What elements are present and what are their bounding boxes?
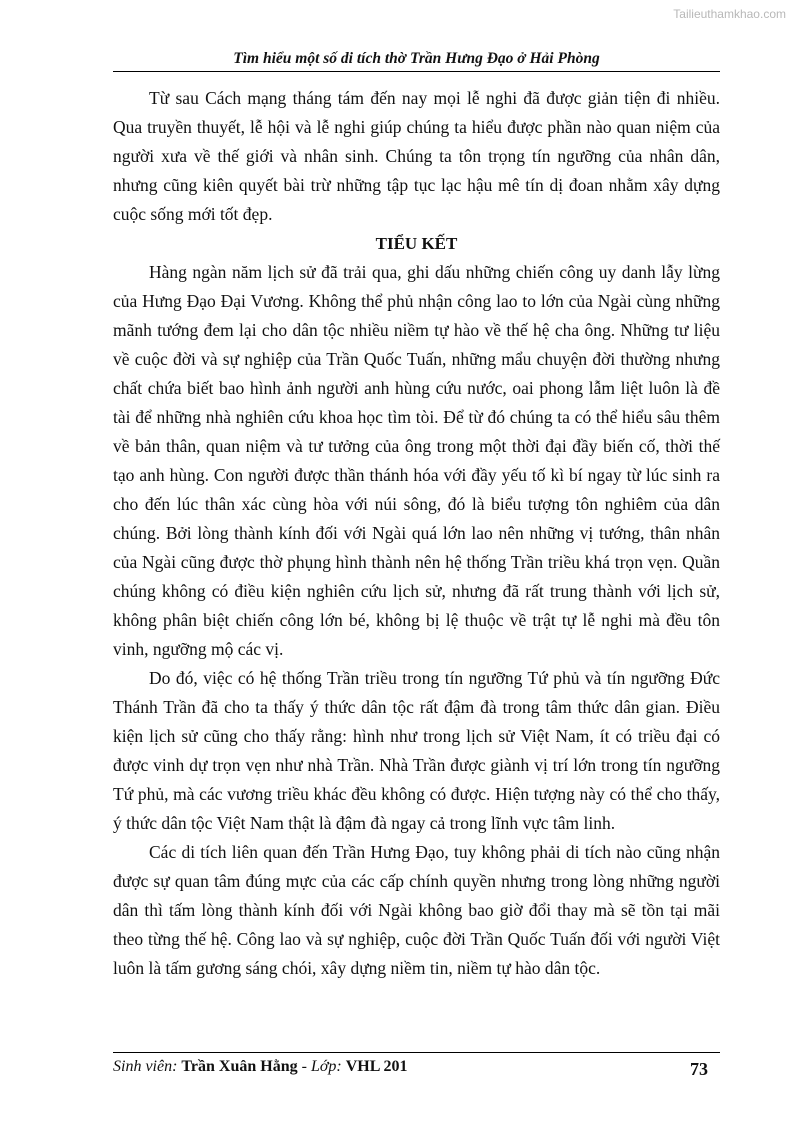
- page-number: 73: [690, 1059, 708, 1079]
- student-name: Trần Xuân Hằng: [181, 1058, 298, 1075]
- footer-credit: [113, 1058, 408, 1075]
- paragraph-4: Các di tích liên quan đến Trần Hưng Đạo, tuy không phải di tích nào cũng nhận được sự quan tâm đúng mực của các cấp chính quyền nhưng trong lòng những người dân thì tấm lòng thành kính đối với Ngài không bao giờ đổi thay mà sẽ tồn tại mãi theo từng thế hệ. Công lao và sự nghiệp, cuộc đời Trần Quốc Tuấn đối với người Việt luôn là tấm gương sáng chói, xây dựng niềm tin, niềm tự hào dân tộc.: [113, 842, 720, 978]
- footer-separator-2: :: [336, 1058, 346, 1075]
- footer-dash: -: [297, 1058, 311, 1075]
- watermark-text: Tailieuthamkhao.com: [673, 7, 786, 21]
- paragraph-2: Hàng ngàn năm lịch sử đã trải qua, ghi dấu những chiến công uy danh lẫy lừng của Hưng Đạo Đại Vương. Không thể phủ nhận công lao to lớn của Ngài cùng những mãnh tướng đem lại cho dân tộc nhiều niềm tự hào về thế hệ cha ông. Những tư liệu về cuộc đời và sự nghiệp của Trần Quốc Tuấn, những mẩu chuyện đời thường nhưng chất chứa biết bao hình ảnh người anh hùng cứu nước, oai phong lẫm liệt luôn là đề tài để những nhà nghiên cứu khoa học tìm tòi. Để từ đó chúng ta có thể hiểu sâu thêm về bản thân, quan niệm và tư tưởng của ông trong một thời đại đầy biến cố, thời thế tạo anh hùng. Con người được thần thánh hóa với đầy yếu tố kì bí ngay từ lúc sinh ra cho đến lúc thân xác cùng hòa với núi sông, đó là biểu tượng tôn nghiêm của dân chúng. Bởi lòng thành kính đối với Ngài quá lớn lao nên những vị tướng, thân nhân của Ngài cũng được thờ phụng hình thành nên hệ thống Trần triều khá trọn vẹn. Quần chúng không có điều kiện nghiên cứu lịch sử, nhưng đã rất trung thành với lịch sử, không phân biệt chiến công lớn bé, không bị lệ thuộc về trật tự lễ nghi mà đều tôn vinh, ngưỡng mộ các vị.: [113, 262, 720, 659]
- paragraph-1: Từ sau Cách mạng tháng tám đến nay mọi lễ nghi đã được giản tiện đi nhiều. Qua truyền thuyết, lễ hội và lễ nghi giúp chúng ta hiểu được phần nào quan niệm của người xưa về thế giới và nhân sinh. Chúng ta tôn trọng tín ngưỡng của nhân dân, nhưng cũng kiên quyết bài trừ những tập tục lạc hậu mê tín dị đoan nhằm xây dựng cuộc sống mới tốt đẹp.: [113, 88, 720, 224]
- class-label: Lớp: [310, 1058, 337, 1075]
- footer-separator-1: :: [172, 1058, 182, 1075]
- student-label: Sinh viên: [113, 1058, 173, 1075]
- page-footer: [113, 1052, 720, 1078]
- section-title: TIỂU KẾT: [375, 234, 458, 253]
- page-body: [113, 84, 720, 983]
- running-header: Tìm hiểu một số di tích thờ Trần Hưng Đạo ở Hải Phòng: [113, 48, 720, 72]
- paragraph-3: Do đó, việc có hệ thống Trần triều trong tín ngưỡng Tứ phủ và tín ngưỡng Đức Thánh Trần đã cho ta thấy ý thức dân tộc rất đậm đà trong tâm thức dân gian. Điều kiện lịch sử cũng cho thấy rằng: hình như trong lịch sử Việt Nam, ít có triều đại có được vinh dự trọn vẹn như nhà Trần. Nhà Trần được giành vị trí lớn trong tín ngưỡng Tứ phủ, mà các vương triều khác đều không có được. Hiện tượng này có thể cho thấy, ý thức dân tộc Việt Nam thật là đậm đà ngay cả trong lĩnh vực tâm linh.: [113, 668, 720, 833]
- class-name: VHL 201: [345, 1058, 408, 1075]
